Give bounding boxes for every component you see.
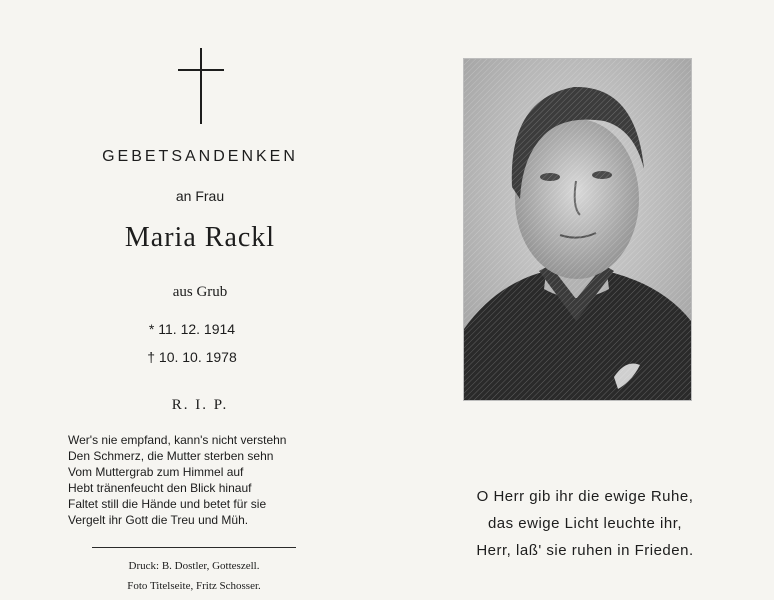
origin-text: aus Grub [172,284,228,300]
cross-icon [176,46,226,126]
poem-line: Vergelt ihr Gott die Treu und Müh. [68,513,249,527]
credits-block [92,556,296,596]
poem-line: Hebt tränenfeucht den Blick hinauf [68,481,252,495]
poem-line: Vom Muttergrab zum Himmel auf [68,465,244,479]
portrait-photo-icon [464,59,691,400]
prayer-line: Herr, laß' sie ruhen in Frieden. [476,542,694,559]
birth-date: * 11. 12. 1914 [148,321,236,337]
poem-line: Den Schmerz, die Mutter sterben sehn [68,449,274,463]
card-intro: an Frau [175,188,225,204]
portrait-photo [463,58,692,401]
prayer-line: O Herr gib ihr die ewige Ruhe, [476,488,694,505]
death-date: † 10. 10. 1978 [147,349,237,365]
card-title: GEBETSANDENKEN [102,148,298,165]
deceased-name: Maria Rackl [124,222,276,253]
rip-text: R. I. P. [171,397,229,413]
divider [92,547,296,548]
poem-block [68,432,286,528]
prayer-block [440,483,730,564]
prayer-line: das ewige Licht leuchte ihr, [487,515,683,532]
photo-credit: Foto Titelseite, Fritz Schosser. [127,580,261,592]
poem-line: Faltet still die Hände und betet für sie [68,497,267,511]
print-credit: Druck: B. Dostler, Gotteszell. [128,560,260,572]
poem-line: Wer's nie empfand, kann's nicht verstehn [68,433,287,447]
